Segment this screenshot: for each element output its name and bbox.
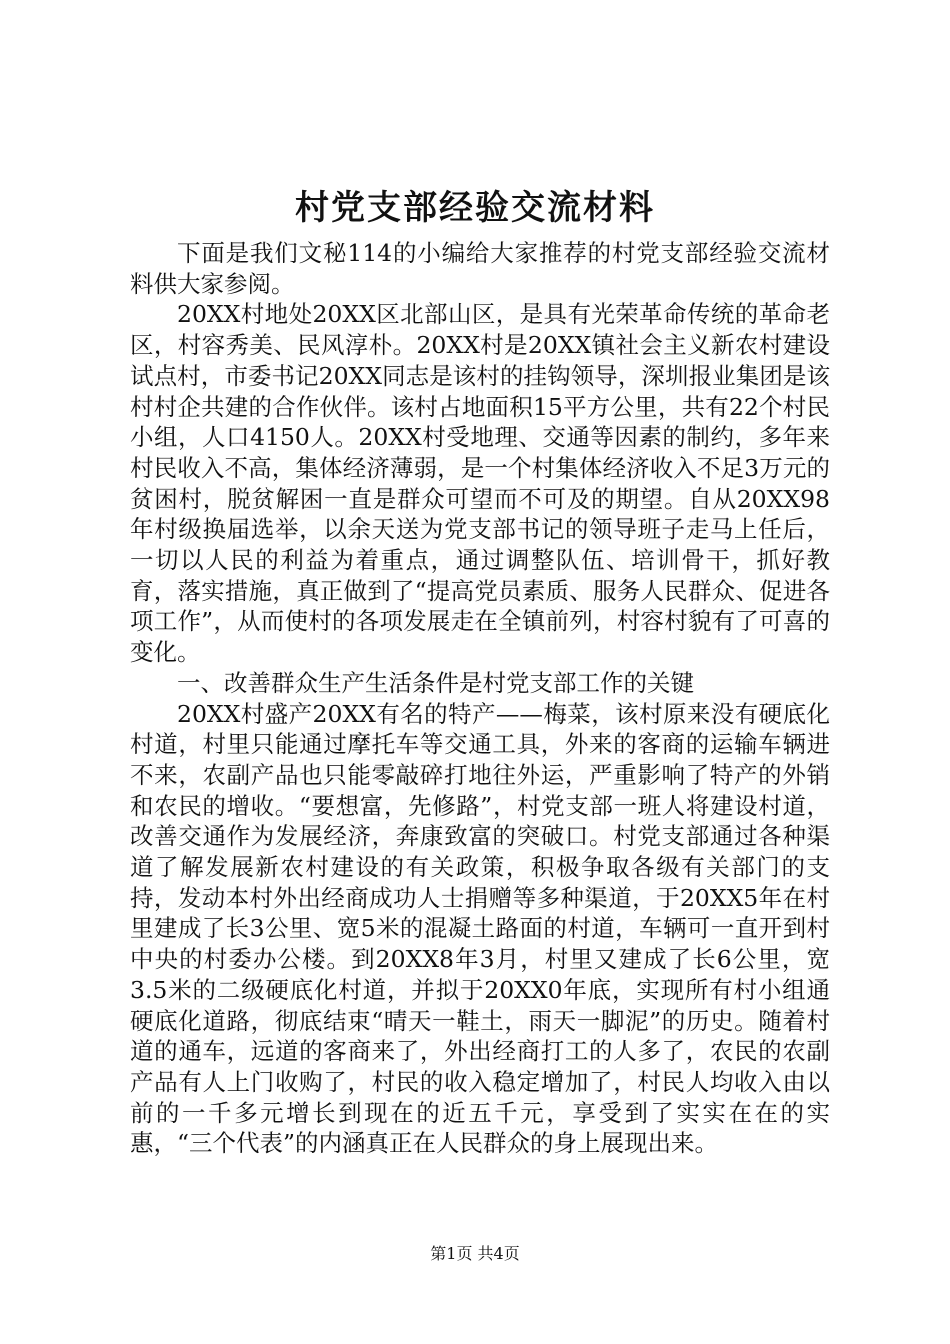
paragraph-village-overview: 20XX村地处20XX区北部山区，是具有光荣革命传统的革命老区，村容秀美、民风淳朴。20XX村是20XX镇社会主义新农村建设试点村，市委书记20XX同志是该村的挂钩领导，深圳报业集团是该村村企共建的合作伙伴。该村占地面积15平方公里，共有22个村民小组，人口4150人。20XX村受地理、交通等因素的制约，多年来村民收入不高，集体经济薄弱，是一个村集体经济收入不足3万元的贫困村，脱贫解困一直是群众可望而不可及的期望。自从20XX98年村级换届选举，以余天送为党支部书记的领导班子走马上任后，一切以人民的利益为着重点，通过调整队伍、培训骨干，抓好教育，落实措施，真正做到了“提高党员素质、服务人民群众、促进各项工作”，从而使村的各项发展走在全镇前列，村容村貌有了可喜的变化。 <box>130 300 830 667</box>
document-body <box>130 238 830 1159</box>
paragraph-intro: 下面是我们文秘114的小编给大家推荐的村党支部经验交流材料供大家参阅。 <box>130 239 830 298</box>
paragraph-road-construction: 20XX村盛产20XX有名的特产——梅菜，该村原来没有硬底化村道，村里只能通过摩托车等交通工具，外来的客商的运输车辆进不来，农副产品也只能零敲碎打地往外运，严重影响了特产的外销和农民的增收。“要想富，先修路”，村党支部一班人将建设村道，改善交通作为发展经济，奔康致富的突破口。村党支部通过各种渠道了解发展新农村建设的有关政策，积极争取各级有关部门的支持，发动本村外出经商成功人士捐赠等多种渠道，于20XX5年在村里建成了长3公里、宽5米的混凝土路面的村道，车辆可一直开到村中央的村委办公楼。到20XX8年3月，村里又建成了长6公里，宽3.5米的二级硬底化村道，并拟于20XX0年底，实现所有村小组通硬底化道路，彻底结束“晴天一鞋土，雨天一脚泥”的历史。随着村道的通车，远道的客商来了，外出经商打工的人多了，农民的农副产品有人上门收购了，村民的收入稳定增加了，村民人均收入由以前的一千多元增长到现在的近五千元，享受到了实实在在的实惠，“三个代表”的内涵真正在人民群众的身上展现出来。 <box>130 699 830 1158</box>
document-title: 村党支部经验交流材料 <box>295 188 655 228</box>
page-footer: 第1页 共4页 <box>430 1244 520 1263</box>
section-heading-1: 一、改善群众生产生活条件是村党支部工作的关键 <box>177 668 694 697</box>
